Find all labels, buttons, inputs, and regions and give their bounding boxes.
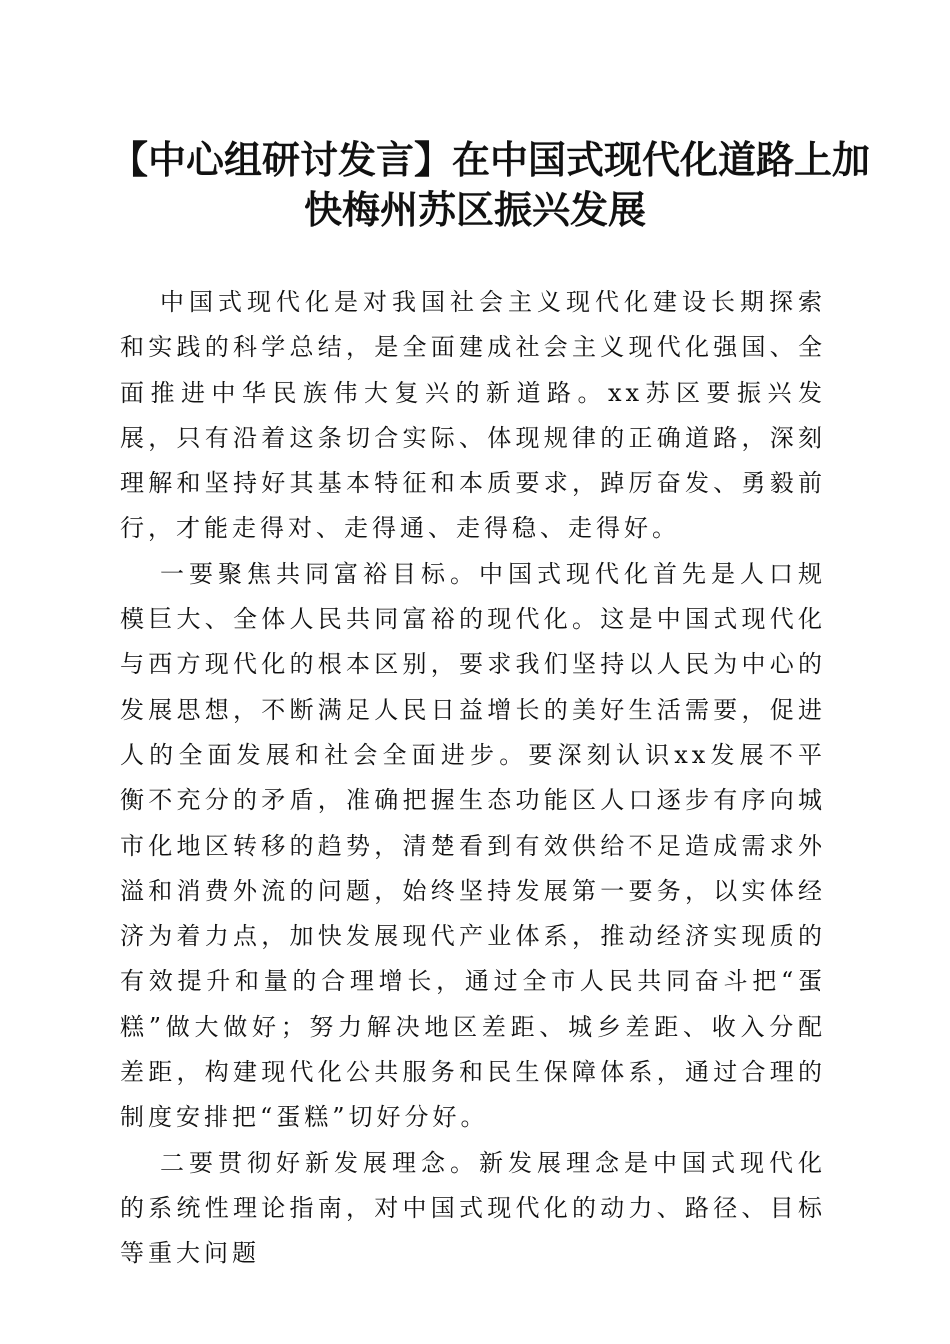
title-line-2: 快梅州苏区振兴发展 bbox=[303, 188, 646, 232]
title-line-1: 【中心组研讨发言】在中国式现代化道路上加 bbox=[110, 138, 871, 182]
document-body bbox=[120, 280, 826, 1277]
document-title bbox=[110, 135, 871, 235]
paragraph-point-1: 一要聚焦共同富裕目标。中国式现代化首先是人口规模巨大、全体人民共同富裕的现代化。这是中国式现代化与西方现代化的根本区别，要求我们坚持以人民为中心的发展思想，不断满足人民日益增长的美好生活需要，促进人的全面发展和社会全面进步。要深刻认识xx发展不平衡不充分的矛盾，准确把握生态功能区人口逐步有序向城市化地区转移的趋势，清楚看到有效供给不足造成需求外溢和消费外流的问题，始终坚持发展第一要务，以实体经济为着力点，加快发展现代产业体系，推动经济实现质的有效提升和量的合理增长，通过全市人民共同奋斗把“蛋糕”做大做好；努力解决地区差距、城乡差距、收入分配差距，构建现代化公共服务和民生保障体系，通过合理的制度安排把“蛋糕”切好分好。 bbox=[120, 559, 826, 1132]
paragraph-intro: 中国式现代化是对我国社会主义现代化建设长期探索和实践的科学总结，是全面建成社会主义现代化强国、全面推进中华民族伟大复兴的新道路。xx苏区要振兴发展，只有沿着这条切合实际、体现规律的正确道路，深刻理解和坚持好其基本特征和本质要求，踔厉奋发、勇毅前行，才能走得对、走得通、走得稳、走得好。 bbox=[120, 288, 826, 543]
paragraph-point-2: 二要贯彻好新发展理念。新发展理念是中国式现代化的系统性理论指南，对中国式现代化的动力、路径、目标等重大问题 bbox=[120, 1148, 826, 1268]
